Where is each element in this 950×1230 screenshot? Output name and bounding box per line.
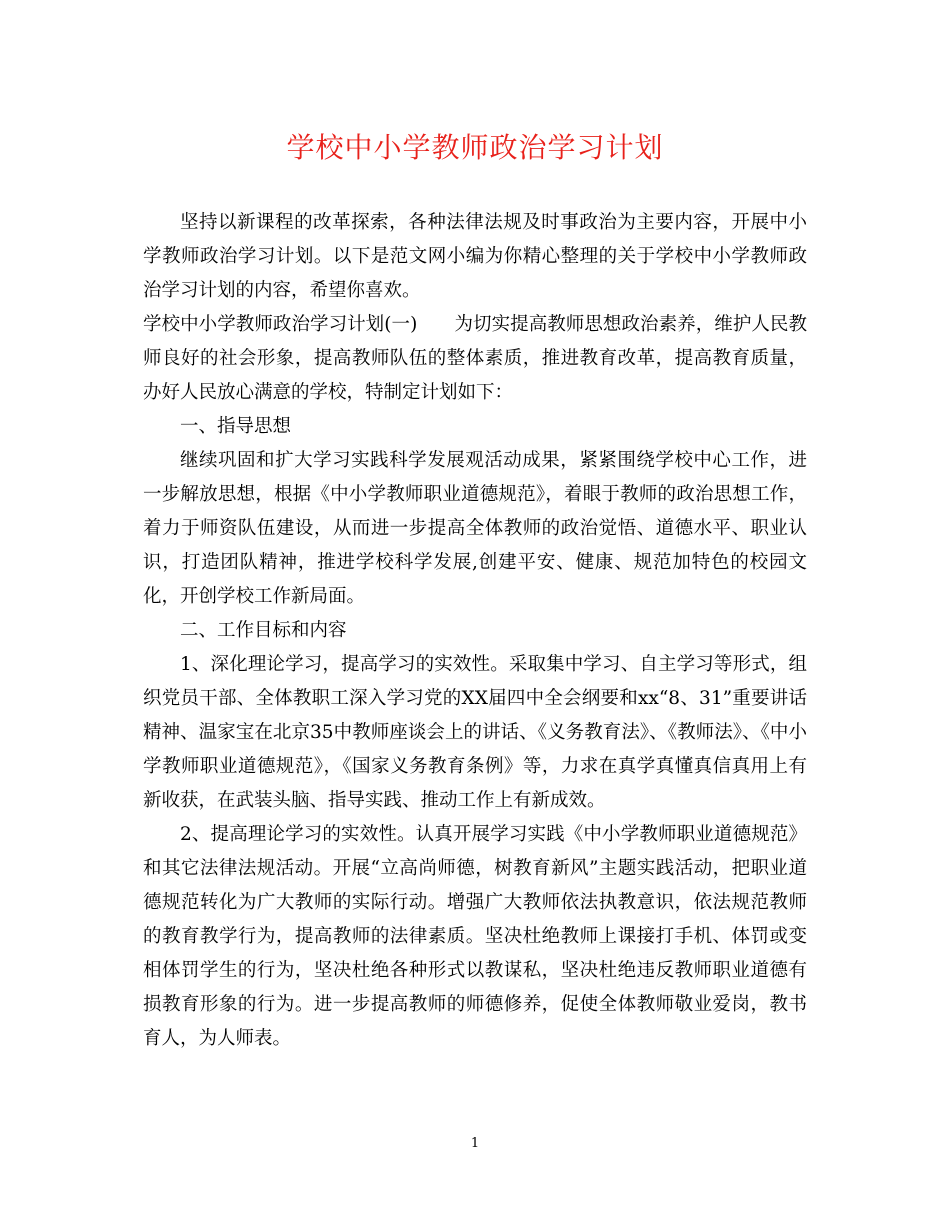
paragraph-guiding-thought: 继续巩固和扩大学习实践科学发展观活动成果，紧紧围绕学校中心工作，进一步解放思想，根据《中小学教师职业道德规范》，着眼于教师的政治思想工作，着力于师资队伍建设，从而进一步提高全体教师的政治觉悟、道德水平、职业认识，打造团队精神，推进学校科学发展,创建平安、健康、规范加特色的校园文化，开创学校工作新局面。 (143, 450, 807, 607)
paragraph-intro: 坚持以新课程的改革探索，各种法律法规及时事政治为主要内容，开展中小学教师政治学习计划。以下是范文网小编为你精心整理的关于学校中小学教师政治学习计划的内容，希望你喜欢。 (143, 212, 807, 301)
paragraph-goal-1: 1、深化理论学习，提高学习的实效性。采取集中学习、自主学习等形式，组织党员干部、全体教职工深入学习党的XX届四中全会纲要和xx“8、31”重要讲话精神、温家宝在北京35中教师座谈会上的讲话、《义务教育法》、《教师法》、《中小学教师职业道德规范》，《国家义务教育条例》等，力求在真学真懂真信真用上有新收获，在武装头脑、指导实践、推动工作上有新成效。 (143, 654, 807, 811)
document-body (143, 206, 807, 1056)
section-heading-goals: 二、工作目标和内容 (180, 620, 347, 641)
paragraph-plan-one: 学校中小学教师政治学习计划(一) 为切实提高教师思想政治素养，维护人民教师良好的社会形象，提高教师队伍的整体素质，推进教育改革，提高教育质量，办好人民放心满意的学校，特制定计划如下： (143, 314, 807, 403)
page-number: 1 (470, 1136, 480, 1151)
section-heading-guiding-thought: 一、指导思想 (180, 416, 292, 437)
paragraph-goal-2: 2、提高理论学习的实效性。认真开展学习实践《中小学教师职业道德规范》和其它法律法规活动。开展“立高尚师德，树教育新风”主题实践活动，把职业道德规范转化为广大教师的实际行动。增强广大教师依法执教意识，依法规范教师的教育教学行为，提高教师的法律素质。坚决杜绝教师上课接打手机、体罚或变相体罚学生的行为，坚决杜绝各种形式以教谋私，坚决杜绝违反教师职业道德有损教育形象的行为。进一步提高教师的师德修养，促使全体教师敬业爱岗，教书育人，为人师表。 (143, 824, 807, 1049)
document-title: 学校中小学教师政治学习计划 (286, 131, 664, 164)
